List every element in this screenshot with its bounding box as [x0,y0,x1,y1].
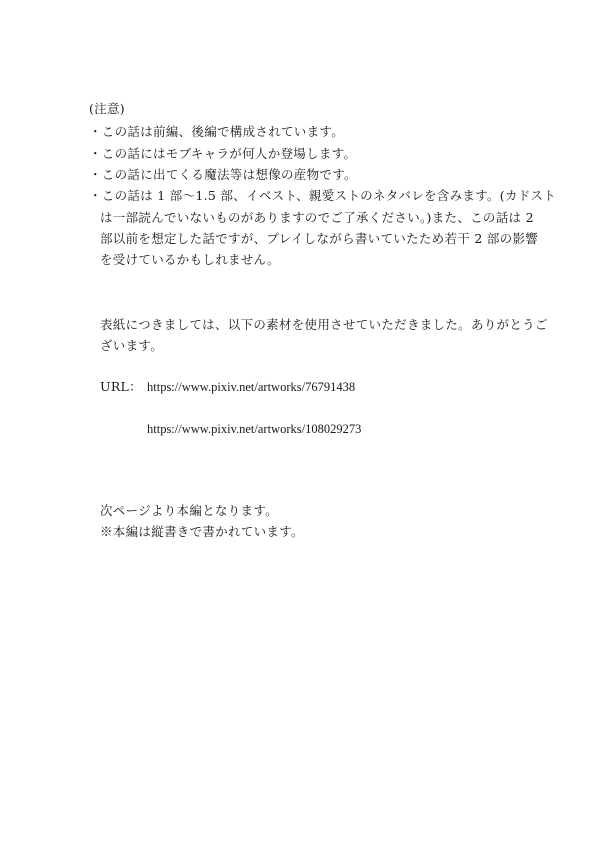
cover-credit-line-1: 表紙につきましては、以下の素材を使用させていただきました。ありがとうご [100,317,548,332]
url-label: URL： [100,379,142,394]
notice-bullet-4-continuation-2: 部以前を想定した話ですが、プレイしながら書いていたため若干 2 部の影響 [100,231,539,246]
notice-title: (注意) [89,101,125,116]
footer-note-1: 次ページより本編となります。 [100,503,278,518]
notice-bullet-1: ・この話は前編、後編で構成されています。 [89,124,345,139]
notice-bullet-4-continuation-1: は一部読んでいないものがありますのでご了承ください。)また、この話は 2 [100,210,534,225]
notice-bullet-4: ・この話は 1 部〜1.5 部、イベスト、親愛ストのネタバレを含みます。(カドスト [89,188,557,203]
notice-bullet-4-continuation-3: を受けているかもしれません。 [100,252,280,267]
cover-credit-line-2: ざいます。 [100,338,164,353]
notice-bullet-3: ・この話に出てくる魔法等は想像の産物です。 [89,167,357,182]
url-link-2[interactable]: https://www.pixiv.net/artworks/108029273 [147,422,362,436]
url-link-1[interactable]: https://www.pixiv.net/artworks/76791438 [147,380,356,394]
footer-note-2: ※本編は縦書きで書かれています。 [100,524,304,539]
notice-bullet-2: ・この話にはモブキャラが何人か登場します。 [89,146,357,161]
